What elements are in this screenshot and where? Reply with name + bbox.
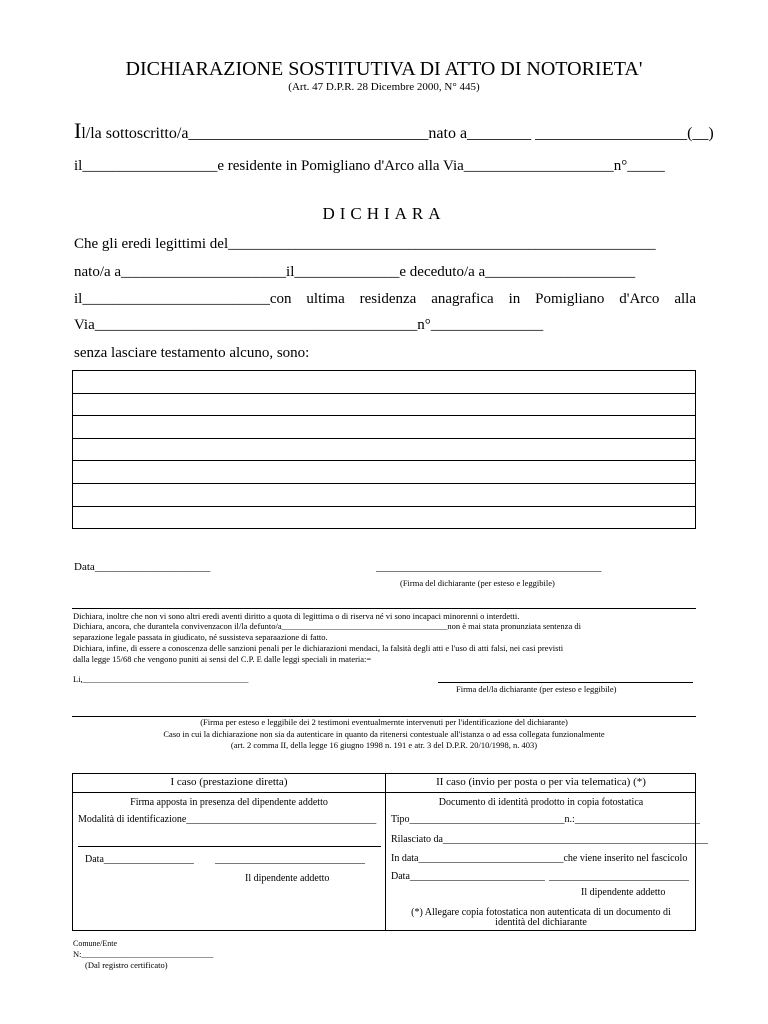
declaration-penalties-cont: dalla legge 15/68 che vengono puniti ai sensi del C.P. E dalle leggi speciali in materia:=: [73, 654, 372, 664]
attach-copy-note: (*) Allegare copia fotostatica non autenticata di un documento di: [411, 907, 671, 918]
date-field[interactable]: Data_____________________: [74, 561, 211, 573]
attach-copy-note-cont: identità del dichiarante: [495, 917, 587, 928]
undersigned-line: [74, 118, 714, 144]
identification-cases-box: [72, 773, 708, 931]
table-row: [73, 461, 696, 484]
document-type-field[interactable]: Tipo_______________________________n.:_________________________: [391, 814, 700, 825]
place-field[interactable]: Li,_______________________________________: [73, 674, 249, 684]
table-row: [73, 371, 696, 394]
case-one-date-field[interactable]: Data__________________: [85, 854, 194, 865]
registry-number-field[interactable]: N:_______________________________: [73, 949, 214, 959]
undersigned-text: l/la sottoscritto/a______________________________nato a________ ___________________(__): [81, 125, 714, 142]
table-cell[interactable]: [73, 438, 696, 461]
identification-method-field[interactable]: Modalità di identificazione______________________________________: [78, 814, 377, 825]
signature-caption: (Firma del dichiarante (per esteso e leggibile): [400, 578, 555, 588]
case-two-date-field[interactable]: Data___________________________: [391, 871, 545, 882]
legal-reference: (art. 2 comma II, della legge 16 giugno 1998 n. 191 e atr. 3 del D.P.R. 20/10/1998, n. 403): [230, 740, 538, 750]
born-deceased-line: nato/a a______________________il______________e deceduto/a a____________________: [74, 264, 636, 280]
table-cell[interactable]: [73, 393, 696, 416]
table-cell[interactable]: [73, 461, 696, 484]
witness-caption: (Firma per esteso e leggibile dei 2 testimoni eventualmernte intervenuti per l'identificazione del dichiarante): [200, 717, 568, 727]
case-one-subheader: Firma apposta in presenza del dipendente addetto: [130, 797, 328, 808]
document-subtitle: (Art. 47 D.P.R. 28 Dicembre 2000, N° 445): [288, 81, 480, 93]
declarant-signature-line[interactable]: [438, 682, 693, 683]
signature-line[interactable]: _________________________________________: [376, 561, 602, 573]
issued-by-field[interactable]: Rilasciato da_____________________________________________________: [391, 834, 708, 845]
table-cell[interactable]: [73, 483, 696, 506]
table-row: [73, 416, 696, 439]
case-one-signature-line[interactable]: ______________________________: [215, 854, 365, 865]
table-row: [73, 506, 696, 529]
identification-method-line[interactable]: [78, 846, 381, 847]
table-cell[interactable]: [73, 506, 696, 529]
last-residence-line: il_________________________con ultima residenza anagrafica in Pomigliano d'Arco alla: [74, 291, 696, 307]
issue-date-field[interactable]: In data_____________________________che viene inserito nel fascicolo: [391, 853, 688, 864]
heirs-table: [72, 370, 696, 529]
table-row: [73, 393, 696, 416]
case-two-signature-line[interactable]: ____________________________: [549, 871, 689, 882]
table-row: [73, 483, 696, 506]
registry-caption: (Dal registro certificato): [85, 960, 168, 970]
table-cell[interactable]: [73, 416, 696, 439]
case-two-header: II caso (invio per posta o per via telematica) (*): [436, 776, 646, 788]
header-divider: [73, 792, 695, 793]
heirs-of-line: Che gli eredi legittimi del_________________________________________________________: [74, 236, 656, 252]
dichiara-heading: DICHIARA: [322, 204, 446, 223]
table-cell[interactable]: [73, 371, 696, 394]
drop-initial: I: [74, 118, 82, 143]
declaration-cohabitation: Dichiara, ancora, che durantela convivenzacon il/la defunto/a_______________________________________non è mai stata pronunziata sentenza di: [73, 621, 581, 631]
declaration-penalties: Dichiara, infine, di essere a conoscenza delle sanzioni penali per le dichiarazioni mendaci, la falsità degli atti e l'uso di atti falsi, nei casi previsti: [73, 643, 564, 653]
divider: [72, 608, 696, 609]
case-two-employee-caption: Il dipendente addetto: [581, 887, 666, 898]
authentication-note: Caso in cui la dichiarazione non sia da autenticare in quanto da ritenersi contestuale all'istanza o ad essa collegata funzionalmente: [163, 729, 605, 739]
no-testament-line: senza lasciare testamento alcuno, sono:: [74, 345, 310, 361]
declaration-no-other-heirs: Dichiara, inoltre che non vi sono altri eredi aventi diritto a quota di legittima o di riserva né vi sono incapaci minorenni o interdetti.: [73, 611, 520, 621]
declaration-cohabitation-cont: separazione legale passata in giudicato, né sussisteva separaazione di fatto.: [73, 632, 328, 642]
table-row: [73, 438, 696, 461]
case-one-employee-caption: Il dipendente addetto: [245, 873, 330, 884]
comune-label: Comune/Ente: [73, 939, 117, 948]
case-one-header: I caso (prestazione diretta): [170, 776, 288, 788]
declarant-signature-caption: Firma del/la dichiarante (per esteso e leggibile): [456, 684, 617, 694]
street-line: Via___________________________________________n°_______________: [74, 317, 544, 333]
residence-line: il__________________e residente in Pomigliano d'Arco alla Via____________________n°_____: [74, 158, 665, 174]
case-two-subheader: Documento di identità prodotto in copia fotostatica: [438, 797, 644, 808]
document-title: DICHIARAZIONE SOSTITUTIVA DI ATTO DI NOTORIETA': [125, 58, 643, 80]
